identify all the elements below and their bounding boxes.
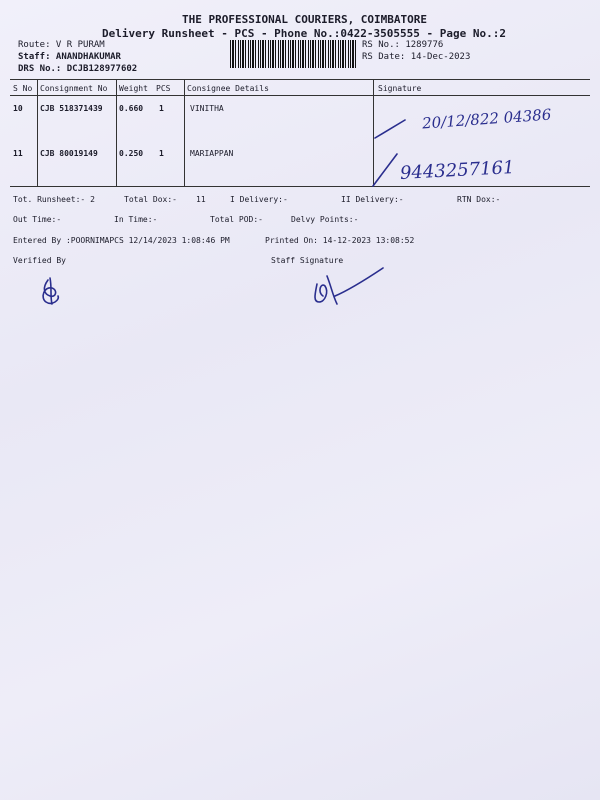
- table-top-rule: [10, 79, 590, 80]
- col-header-consignment: Consignment No: [40, 84, 108, 93]
- row-consignee: MARIAPPAN: [190, 149, 234, 158]
- out-time: Out Time:-: [13, 215, 62, 224]
- col-divider: [116, 79, 117, 186]
- verified-by-label: Verified By: [13, 256, 66, 265]
- col-divider: [37, 79, 38, 186]
- total-dox-value: 11: [196, 195, 206, 204]
- verified-by-signature: [36, 274, 76, 314]
- rtn-dox: RTN Dox:-: [457, 195, 501, 204]
- staff-signature-label: Staff Signature: [271, 256, 344, 265]
- row-sno: 10: [13, 104, 23, 113]
- col-header-consignee: Consignee Details: [187, 84, 269, 93]
- signature-text-row-11: 9443257161: [399, 157, 516, 184]
- staff-label: Staff: ANANDHAKUMAR: [18, 52, 121, 62]
- rs-date: RS Date: 14-Dec-2023: [362, 52, 471, 62]
- table-header-rule: [10, 95, 590, 96]
- runsheet-subtitle: Delivery Runsheet - PCS - Phone No.:0422-3505555 - Page No.:2: [102, 27, 506, 40]
- staff-signature: [305, 262, 395, 312]
- col-header-weight: Weight: [119, 84, 148, 93]
- row-pcs: 1: [159, 149, 164, 158]
- drs-number: DRS No.: DCJB128977602: [18, 64, 138, 74]
- ii-delivery: II Delivery:-: [341, 195, 404, 204]
- total-pod: Total POD:-: [210, 215, 263, 224]
- rs-number: RS No.: 1289776: [362, 40, 444, 50]
- row-consignment: CJB 518371439: [40, 104, 103, 113]
- in-time: In Time:-: [114, 215, 158, 224]
- company-name: THE PROFESSIONAL COURIERS, COIMBATORE: [182, 13, 428, 26]
- tot-runsheet: Tot. Runsheet:- 2: [13, 195, 95, 204]
- entered-by: Entered By :POORNIMAPCS 12/14/2023 1:08:46 PM: [13, 236, 230, 245]
- row-pcs: 1: [159, 104, 164, 113]
- col-header-sno: S No: [13, 84, 33, 93]
- route-label: Route: V R PURAM: [18, 40, 105, 50]
- row-sno: 11: [13, 149, 23, 158]
- row-weight: 0.660: [119, 104, 144, 113]
- col-header-pcs: PCS: [156, 84, 171, 93]
- barcode: [230, 40, 356, 68]
- row-consignment: CJB 80019149: [40, 149, 98, 158]
- printed-on: Printed On: 14-12-2023 13:08:52: [265, 236, 415, 245]
- delvy-points: Delvy Points:-: [291, 215, 359, 224]
- signature-text-row-10: 20/12/822 04386: [421, 105, 552, 133]
- col-divider: [184, 79, 185, 186]
- row-consignee: VINITHA: [190, 104, 224, 113]
- col-header-signature: Signature: [378, 84, 422, 93]
- total-dox-label: Total Dox:-: [124, 195, 177, 204]
- row-weight: 0.250: [119, 149, 144, 158]
- i-delivery: I Delivery:-: [230, 195, 288, 204]
